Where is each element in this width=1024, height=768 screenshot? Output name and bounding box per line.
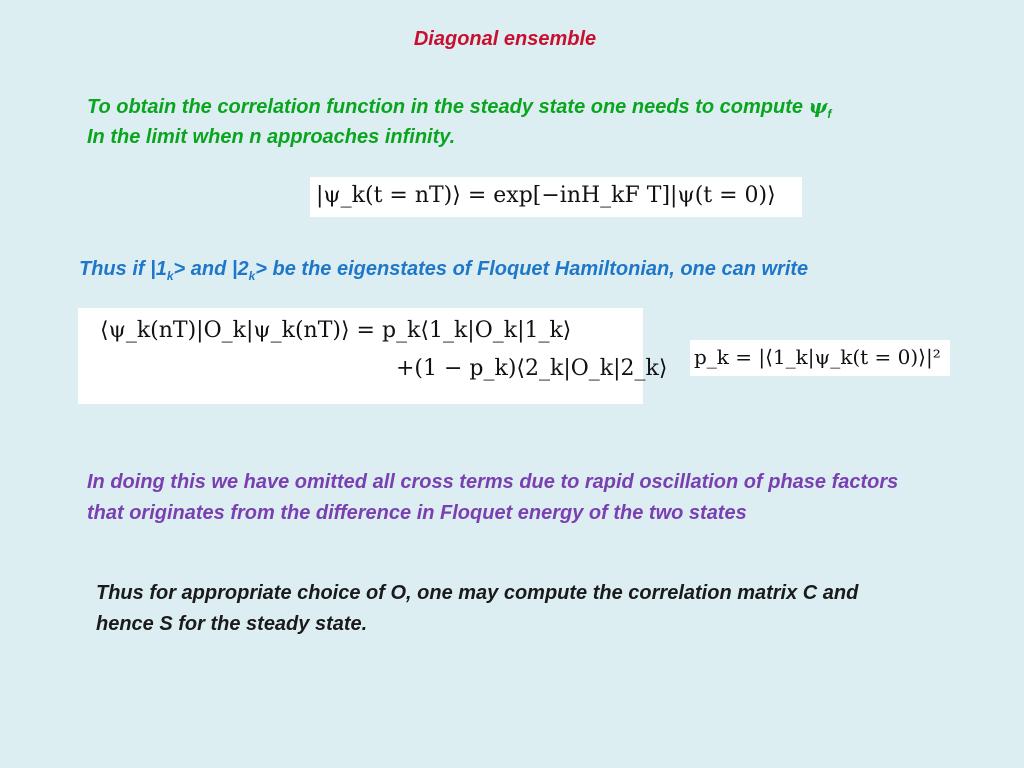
eigen-text-2: > and |2 <box>173 258 249 280</box>
conclusion-line-2: hence S for the steady state. <box>96 613 368 635</box>
omitted-line-2: that originates from the difference in Floquet energy of the two states <box>87 502 747 524</box>
omitted-line-1: In doing this we have omitted all cross terms due to rapid oscillation of phase factors <box>87 471 899 493</box>
eigenstates-sentence <box>79 254 808 292</box>
eigen-text-1: Thus if |1 <box>79 258 167 280</box>
probability-equation: p_k = |⟨1_k|ψ_k(t = 0)⟩|² <box>690 340 950 376</box>
evolution-equation: |ψ_k(t = nT)⟩ = exp[−inH_kF T]|ψ(t = 0)⟩ <box>310 177 802 217</box>
eigen-sub-2: k <box>248 269 256 283</box>
eigen-sub-1: k <box>166 269 174 283</box>
expectation-line-2: +(1 − p_k)⟨2_k|O_k|2_k⟩ <box>396 356 668 381</box>
expectation-line-1: ⟨ψ_k(nT)|O_k|ψ_k(nT)⟩ = p_k⟨1_k|O_k|1_k⟩ <box>100 318 572 343</box>
psi-subscript: f <box>827 107 832 121</box>
eigen-text-3: > be the eigenstates of Floquet Hamiltonian, one can write <box>255 258 809 280</box>
intro-text: To obtain the correlation function in the steady state one needs to compute <box>87 96 809 118</box>
intro-line-2: In the limit when n approaches infinity. <box>87 126 456 148</box>
psi-symbol: ψ <box>808 94 828 118</box>
expectation-equation <box>78 308 668 404</box>
conclusion-line-1: Thus for appropriate choice of O, one may compute the correlation matrix C and <box>96 582 859 604</box>
slide-title: Diagonal ensemble <box>413 28 597 50</box>
